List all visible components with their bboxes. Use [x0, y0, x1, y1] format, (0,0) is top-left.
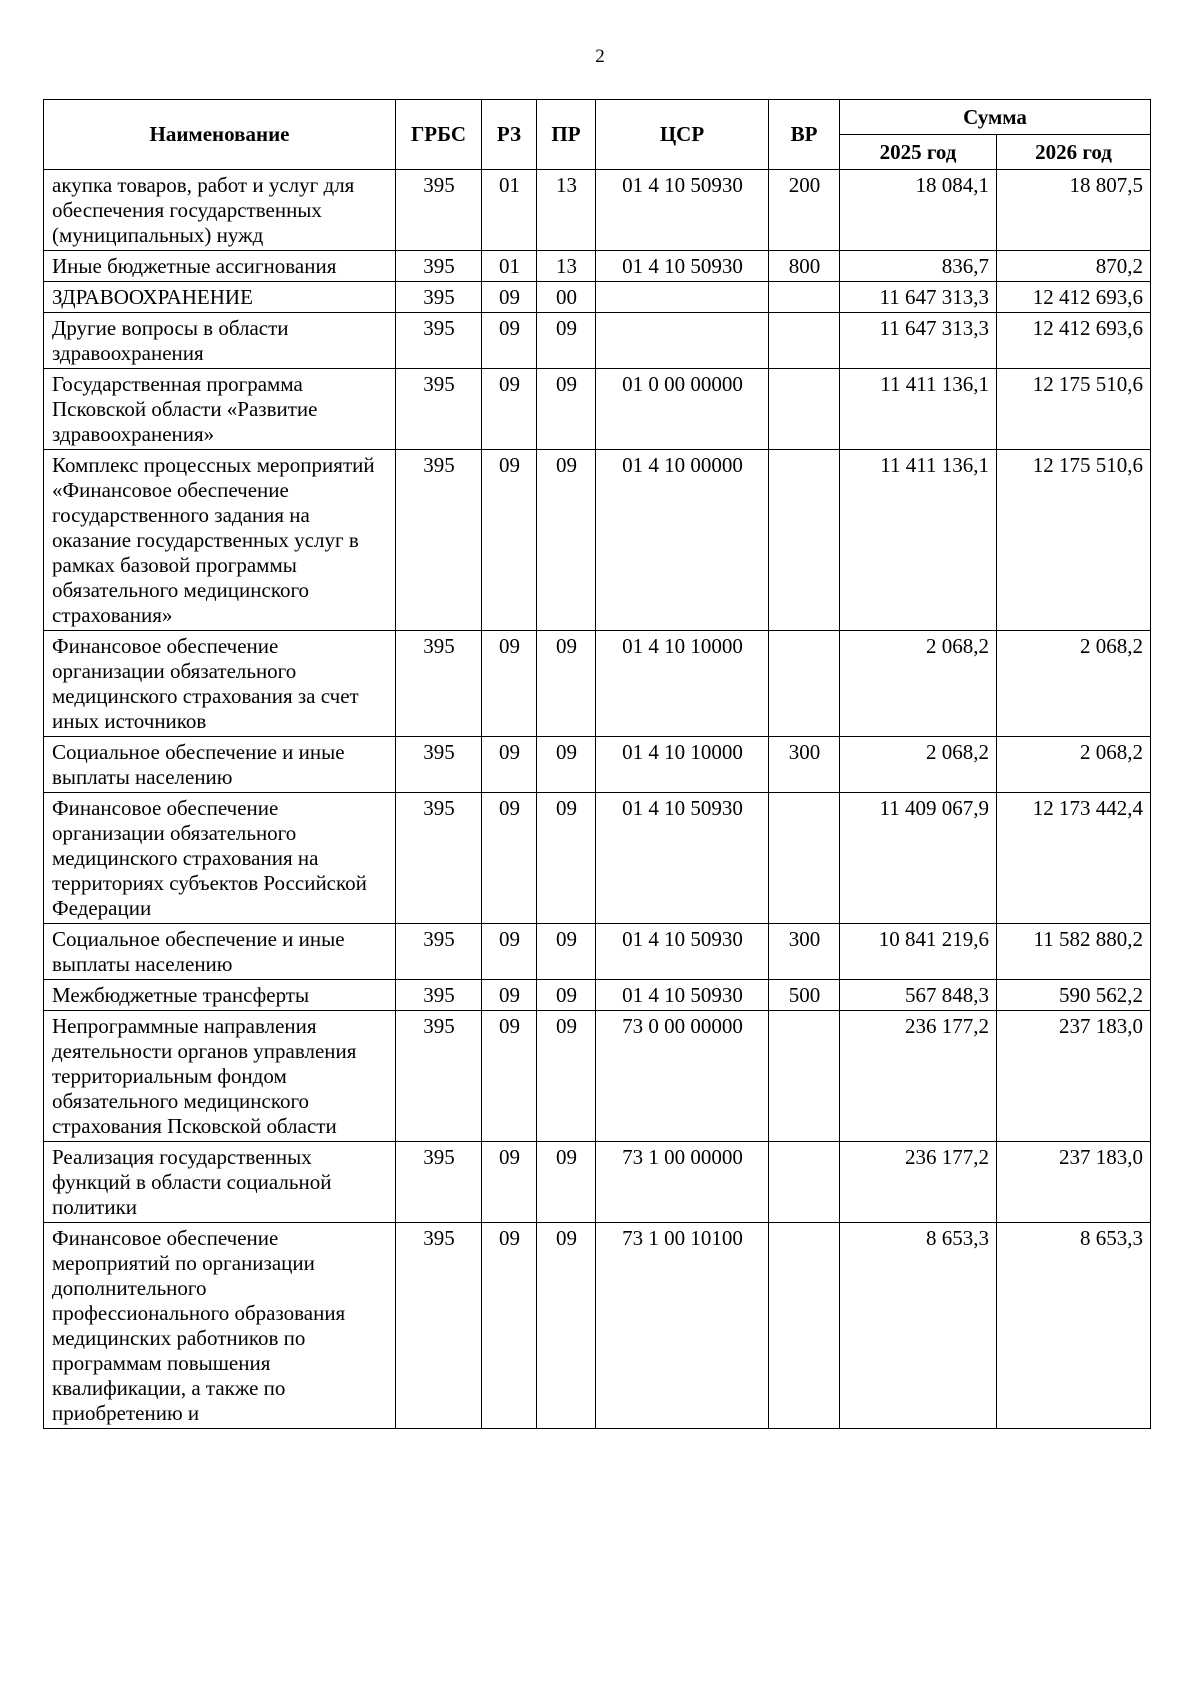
row-rz: 09: [482, 1142, 537, 1223]
row-pr: 09: [537, 313, 596, 369]
row-sum-2026: 237 183,0: [997, 1142, 1151, 1223]
row-grbs: 395: [396, 251, 482, 282]
row-pr: 09: [537, 1223, 596, 1429]
row-rz: 01: [482, 170, 537, 251]
row-pr: 09: [537, 369, 596, 450]
row-sum-2026: 590 562,2: [997, 980, 1151, 1011]
row-pr: 09: [537, 980, 596, 1011]
row-rz: 09: [482, 282, 537, 313]
row-rz: 09: [482, 1223, 537, 1429]
row-csr: 01 4 10 50930: [596, 980, 769, 1011]
row-grbs: 395: [396, 980, 482, 1011]
table-row: [44, 450, 1151, 631]
row-sum-2025: 8 653,3: [840, 1223, 997, 1429]
row-vr: [769, 1223, 840, 1429]
row-grbs: 395: [396, 793, 482, 924]
row-vr: 300: [769, 737, 840, 793]
row-sum-2025: 11 411 136,1: [840, 450, 997, 631]
row-rz: 09: [482, 1011, 537, 1142]
row-sum-2025: 10 841 219,6: [840, 924, 997, 980]
row-sum-2026: 8 653,3: [997, 1223, 1151, 1429]
row-pr: 09: [537, 631, 596, 737]
row-sum-2026: 12 173 442,4: [997, 793, 1151, 924]
row-csr: 01 0 00 00000: [596, 369, 769, 450]
row-sum-2025: 11 647 313,3: [840, 313, 997, 369]
row-pr: 09: [537, 1011, 596, 1142]
row-sum-2026: 11 582 880,2: [997, 924, 1151, 980]
row-rz: 09: [482, 980, 537, 1011]
row-name: Финансовое обеспечение организации обязательного медицинского страхования на территориях субъектов Российской Федерации: [44, 793, 396, 924]
row-pr: 13: [537, 251, 596, 282]
row-grbs: 395: [396, 369, 482, 450]
row-sum-2025: 2 068,2: [840, 631, 997, 737]
table-row: [44, 924, 1151, 980]
row-sum-2026: 18 807,5: [997, 170, 1151, 251]
row-rz: 09: [482, 450, 537, 631]
row-vr: [769, 282, 840, 313]
header-sum: Сумма: [840, 100, 1151, 135]
row-rz: 09: [482, 369, 537, 450]
row-sum-2025: 11 409 067,9: [840, 793, 997, 924]
row-grbs: 395: [396, 1011, 482, 1142]
row-csr: 73 1 00 00000: [596, 1142, 769, 1223]
table-row: [44, 1223, 1151, 1429]
row-sum-2026: 12 175 510,6: [997, 369, 1151, 450]
row-csr: 01 4 10 00000: [596, 450, 769, 631]
row-sum-2026: 12 412 693,6: [997, 282, 1151, 313]
row-csr: 73 0 00 00000: [596, 1011, 769, 1142]
row-grbs: 395: [396, 450, 482, 631]
row-sum-2026: 870,2: [997, 251, 1151, 282]
row-vr: 800: [769, 251, 840, 282]
row-rz: 09: [482, 313, 537, 369]
row-vr: 500: [769, 980, 840, 1011]
row-name: ЗДРАВООХРАНЕНИЕ: [44, 282, 396, 313]
row-name: Социальное обеспечение и иные выплаты населению: [44, 737, 396, 793]
row-name: Другие вопросы в области здравоохранения: [44, 313, 396, 369]
row-vr: [769, 793, 840, 924]
row-vr: 300: [769, 924, 840, 980]
row-grbs: 395: [396, 924, 482, 980]
row-name: Непрограммные направления деятельности органов управления территориальным фондом обязательного медицинского страхования Псковской области: [44, 1011, 396, 1142]
row-sum-2025: 567 848,3: [840, 980, 997, 1011]
row-name: Иные бюджетные ассигнования: [44, 251, 396, 282]
header-csr: ЦСР: [596, 100, 769, 170]
row-sum-2026: 2 068,2: [997, 737, 1151, 793]
table-row: [44, 170, 1151, 251]
row-sum-2026: 12 412 693,6: [997, 313, 1151, 369]
page-number: 2: [595, 46, 605, 67]
row-pr: 09: [537, 793, 596, 924]
row-csr: 01 4 10 50930: [596, 924, 769, 980]
row-sum-2026: 2 068,2: [997, 631, 1151, 737]
row-csr: 73 1 00 10100: [596, 1223, 769, 1429]
header-grbs: ГРБС: [396, 100, 482, 170]
table-row: [44, 793, 1151, 924]
row-grbs: 395: [396, 631, 482, 737]
row-csr: [596, 282, 769, 313]
row-name: Межбюджетные трансферты: [44, 980, 396, 1011]
header-vr: ВР: [769, 100, 840, 170]
table-body: [44, 170, 1151, 1429]
row-rz: 09: [482, 737, 537, 793]
row-name: Реализация государственных функций в области социальной политики: [44, 1142, 396, 1223]
table-row: [44, 251, 1151, 282]
row-sum-2025: 18 084,1: [840, 170, 997, 251]
table-header: [44, 100, 1151, 170]
row-rz: 01: [482, 251, 537, 282]
row-vr: [769, 1142, 840, 1223]
header-name: Наименование: [44, 100, 396, 170]
table-row: [44, 980, 1151, 1011]
row-csr: 01 4 10 50930: [596, 251, 769, 282]
table-row: [44, 313, 1151, 369]
row-grbs: 395: [396, 282, 482, 313]
row-sum-2025: 836,7: [840, 251, 997, 282]
row-pr: 00: [537, 282, 596, 313]
header-year-2025: 2025 год: [840, 135, 997, 170]
row-csr: 01 4 10 10000: [596, 737, 769, 793]
row-csr: [596, 313, 769, 369]
table-row: [44, 631, 1151, 737]
row-sum-2025: 236 177,2: [840, 1011, 997, 1142]
budget-table: [43, 99, 1151, 1429]
header-pr: ПР: [537, 100, 596, 170]
row-rz: 09: [482, 793, 537, 924]
row-sum-2025: 11 411 136,1: [840, 369, 997, 450]
row-sum-2025: 11 647 313,3: [840, 282, 997, 313]
row-vr: [769, 450, 840, 631]
table-row: [44, 1142, 1151, 1223]
row-sum-2025: 2 068,2: [840, 737, 997, 793]
row-sum-2026: 12 175 510,6: [997, 450, 1151, 631]
row-csr: 01 4 10 50930: [596, 170, 769, 251]
row-csr: 01 4 10 10000: [596, 631, 769, 737]
table-row: [44, 1011, 1151, 1142]
row-vr: [769, 631, 840, 737]
row-pr: 09: [537, 924, 596, 980]
header-rz: РЗ: [482, 100, 537, 170]
row-name: акупка товаров, работ и услуг для обеспечения государственных (муниципальных) нужд: [44, 170, 396, 251]
row-name: Финансовое обеспечение организации обязательного медицинского страхования за счет иных источников: [44, 631, 396, 737]
row-pr: 09: [537, 737, 596, 793]
table-row: [44, 369, 1151, 450]
row-grbs: 395: [396, 1142, 482, 1223]
row-name: Социальное обеспечение и иные выплаты населению: [44, 924, 396, 980]
row-pr: 13: [537, 170, 596, 251]
table-row: [44, 282, 1151, 313]
row-grbs: 395: [396, 313, 482, 369]
header-year-2026: 2026 год: [997, 135, 1151, 170]
row-vr: [769, 1011, 840, 1142]
row-grbs: 395: [396, 1223, 482, 1429]
row-sum-2025: 236 177,2: [840, 1142, 997, 1223]
row-grbs: 395: [396, 737, 482, 793]
row-vr: [769, 313, 840, 369]
row-pr: 09: [537, 1142, 596, 1223]
table-row: [44, 737, 1151, 793]
row-name: Комплекс процессных мероприятий «Финансовое обеспечение государственного задания на оказание государственных услуг в рамках базовой программы обязательного медицинского страхования»: [44, 450, 396, 631]
row-rz: 09: [482, 924, 537, 980]
row-name: Государственная программа Псковской области «Развитие здравоохранения»: [44, 369, 396, 450]
row-vr: 200: [769, 170, 840, 251]
row-grbs: 395: [396, 170, 482, 251]
row-pr: 09: [537, 450, 596, 631]
row-name: Финансовое обеспечение мероприятий по организации дополнительного профессионального образования медицинских работников по программам повышения квалификации, а также по приобретению и: [44, 1223, 396, 1429]
row-csr: 01 4 10 50930: [596, 793, 769, 924]
row-rz: 09: [482, 631, 537, 737]
row-vr: [769, 369, 840, 450]
row-sum-2026: 237 183,0: [997, 1011, 1151, 1142]
